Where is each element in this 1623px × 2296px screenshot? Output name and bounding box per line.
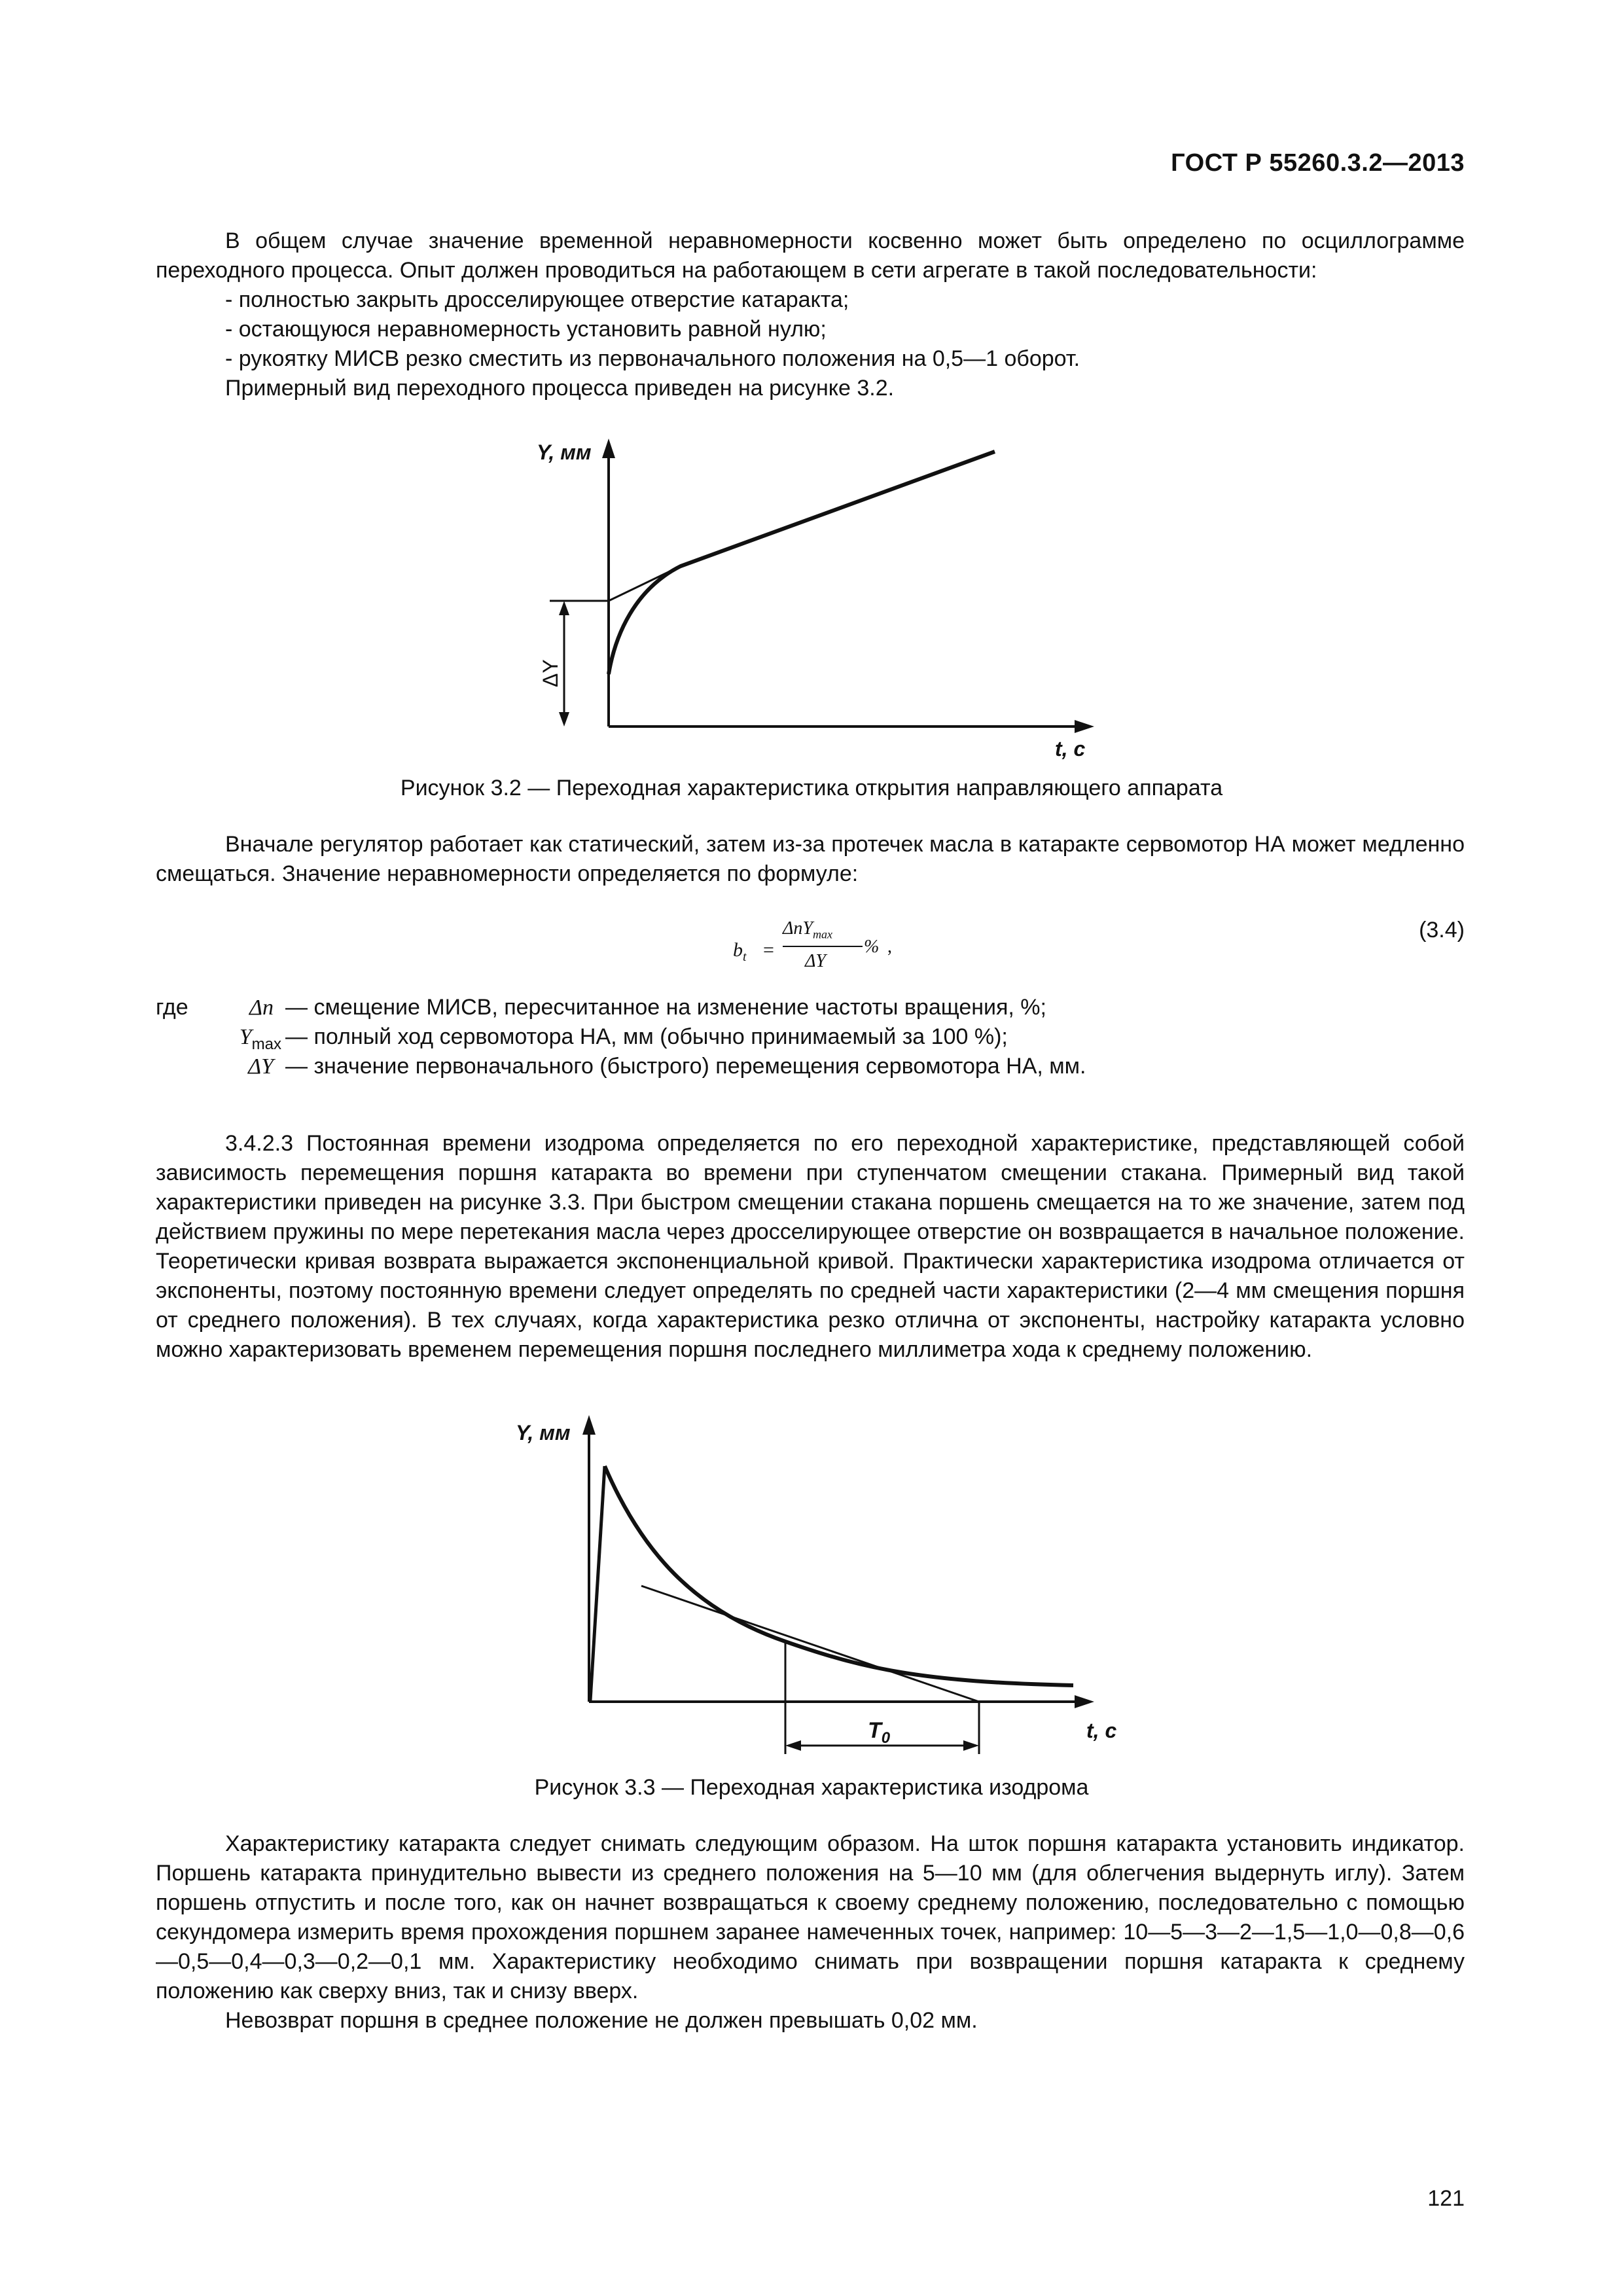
paragraph: Вначале регулятор работает как статический, затем из-за протечек масла в катаракте сервомотор НА может медленно смещаться. Значение неравномерности определяется по формуле: <box>156 832 1465 886</box>
where-description: — смещение МИСВ, пересчитанное на изменение частоты вращения, %; <box>285 995 1046 1020</box>
where-symbol: $Y_{max}$ <box>239 1025 281 1053</box>
list-item: - рукоятку МИСВ резко сместить из первоначального положения на 0,5—1 оборот. <box>225 346 1080 371</box>
list-item: - полностью закрыть дросселирующее отверстие катаракта; <box>225 287 849 312</box>
y-axis-label: Y, мм <box>537 440 592 464</box>
paragraph: Характеристику катаракта следует снимать следующим образом. На шток поршня катаракта установить индикатор. Поршень катаракта принудительно вывести из среднего положения на 5—10 мм (для облегчения выдернуть иглу). Затем поршень отпустить и после того, как он начнет возвращаться к своему среднему положению, последовательно с помощью секундомера измерить время прохождения поршнем заранее намеченных точек, например: 10—5—3—2—1,5—1,0—0,8—0,6—0,5—0,4—0,3—0,2—0,1 мм. Характеристику необходимо снимать при возвращении поршня катаракта к среднему положению как сверху вниз, так и снизу вверх. <box>156 1831 1465 2003</box>
decay-curve <box>605 1466 1073 1685</box>
step-rise <box>590 1466 605 1700</box>
list-item: - остающуюся неравномерность установить равной нулю; <box>225 317 827 342</box>
x-axis-label: t, с <box>1055 737 1086 761</box>
section-4 <box>156 1829 1465 2036</box>
x-axis-arrow <box>1075 1695 1094 1708</box>
figure-3-3 <box>497 1401 1139 1767</box>
formula-comma: , <box>887 937 892 957</box>
transient-curve <box>609 452 995 674</box>
paragraph: В общем случае значение временной неравномерности косвенно может быть определено по осциллограмме переходного процесса. Опыт должен проводиться на работающем в сети агрегате в такой последовательности: <box>156 228 1465 283</box>
paragraph: Примерный вид переходного процесса приведен на рисунке 3.2. <box>225 376 895 401</box>
y-axis-label: Y, мм <box>516 1421 571 1444</box>
y-axis-arrow <box>602 439 615 458</box>
paragraph: 3.4.2.3 Постоянная времени изодрома определяется по его переходной характеристике, представляющей собой зависимость перемещения поршня катаракта во времени при ступенчатом смещении стакана. Примерный вид такой характеристики приведен на рисунке 3.3. При быстром смещении стакана поршень смещается на то же значение, затем под действием пружины по мере перетекания масла через дросселирующее отверстие он возвращается в начальное положение. Теоретически кривая возврата выражается экспоненциальной кривой. Практически характеристика изодрома отличается от экспоненты, поэтому постоянную времени следует определять по средней части характеристики (2—4 мм смещения поршня от среднего положения). В тех случаях, когда характеристика резко отлична от экспоненты, настройку катаракта условно можно характеризовать временем перемещения поршня последнего миллиметра хода к среднему положению. <box>156 1131 1465 1362</box>
y-axis-arrow <box>582 1415 596 1435</box>
formula-numerator: ΔnY$_{max}$ <box>783 918 833 941</box>
figure-3-2 <box>510 425 1113 766</box>
x-axis-label: t, с <box>1086 1719 1117 1742</box>
formula-3-4 <box>733 913 903 985</box>
paragraph: Невозврат поршня в среднее положение не должен превышать 0,02 мм. <box>225 2008 978 2033</box>
where-block <box>156 993 1465 1081</box>
formula-lhs: $b_t$ <box>733 939 747 964</box>
tangent-line <box>641 1586 979 1702</box>
formula-unit: % <box>864 937 880 957</box>
section-2 <box>156 830 1465 889</box>
t0-arrow-left <box>785 1740 801 1751</box>
where-description: — значение первоначального (быстрого) перемещения сервомотора НА, мм. <box>285 1054 1086 1079</box>
where-row <box>156 993 1465 1022</box>
figure-3-2-caption: Рисунок 3.2 — Переходная характеристика открытия направляющего аппарата <box>400 776 1223 800</box>
where-lead: где <box>156 995 188 1020</box>
formula-denominator: ΔY <box>805 951 827 971</box>
formula-eq: = <box>763 939 774 961</box>
dy-arrow-top <box>559 601 569 615</box>
where-row <box>156 1052 1465 1081</box>
fraction-bar <box>783 946 863 947</box>
where-symbol: ΔY <box>248 1054 274 1079</box>
t0-label: $T_0$ <box>868 1718 891 1747</box>
document-header: ГОСТ Р 55260.3.2—2013 <box>1171 149 1465 177</box>
dy-arrow-bottom <box>559 712 569 726</box>
dy-label: ΔY <box>539 659 562 687</box>
where-description: — полный ход сервомотора НА, мм (обычно принимаемый за 100 %); <box>285 1024 1008 1049</box>
page-number: 121 <box>1427 2186 1465 2211</box>
intro-section <box>156 226 1465 403</box>
x-axis-arrow <box>1075 720 1094 733</box>
section-3-4-2-3 <box>156 1129 1465 1365</box>
t0-arrow-right <box>963 1740 979 1751</box>
figure-3-3-caption: Рисунок 3.3 — Переходная характеристика изодрома <box>534 1775 1089 1800</box>
formula-number: (3.4) <box>1419 918 1465 942</box>
where-row <box>156 1022 1465 1052</box>
where-symbol: Δn <box>249 996 274 1020</box>
